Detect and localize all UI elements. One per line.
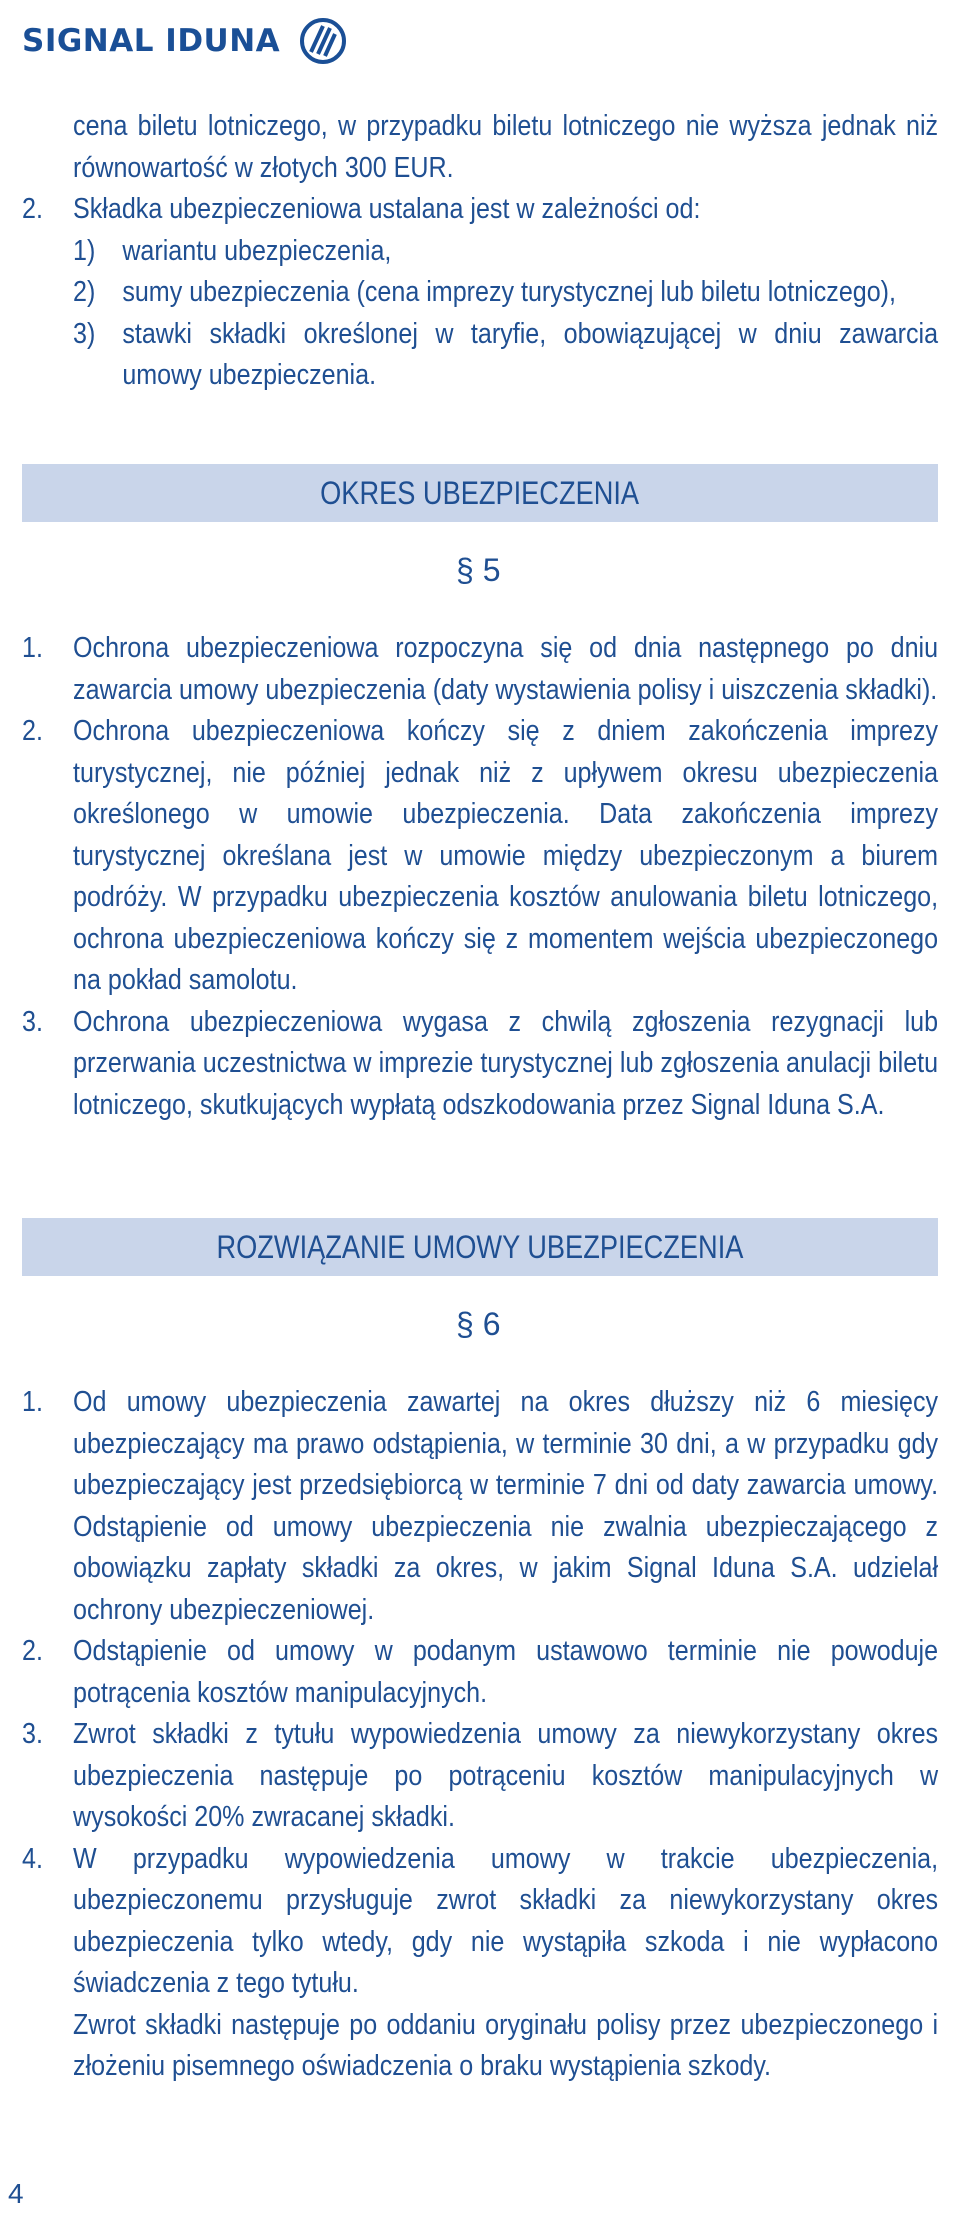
intro-continuation: cena biletu lotniczego, w przypadku biletu lotniczego nie wyższa jednak niż równowartość w złotych 300 EUR. [73, 110, 939, 184]
item-text: Odstąpienie od umowy w podanym ustawowo terminie nie powoduje potrącenia kosztów manipulacyjnych. [73, 1635, 939, 1709]
sub-list [22, 231, 938, 397]
item-text: Zwrot składki z tytułu wypowiedzenia umowy za niewykorzystany okres ubezpieczenia następuje po potrąceniu kosztów manipulacyjnych w wysokości 20% zwracanej składki. [73, 1718, 939, 1833]
item-number: 1. [22, 1386, 43, 1418]
item-number: 2. [22, 193, 43, 225]
item-text: Ochrona ubezpieczeniowa rozpoczyna się od dnia następnego po dniu zawarcia umowy ubezpieczenia (daty wystawienia polisy i uiszczenia składki). [73, 632, 939, 706]
sub-item-number: 3) [73, 317, 96, 350]
list-item [22, 1631, 938, 1714]
sub-item-text: stawki składki określonej w taryfie, obowiązującej w dniu zawarcia umowy ubezpieczenia. [122, 317, 939, 391]
section-heading-band [22, 1218, 938, 1276]
sub-item [73, 272, 938, 314]
section-heading: OKRES UBEZPIECZENIA [320, 474, 640, 511]
list-item [22, 1714, 938, 1839]
item-number: 4. [22, 1842, 43, 1875]
sub-item [73, 231, 938, 273]
item-number: 2. [22, 1635, 43, 1667]
item-number: 3. [22, 1718, 43, 1750]
intro-block [22, 106, 938, 397]
section-heading: ROZWIĄZANIE UMOWY UBEZPIECZENIA [216, 1228, 744, 1265]
item-text: Ochrona ubezpieczeniowa wygasa z chwilą zgłoszenia rezygnacji lub przerwania uczestnictwa w imprezie turystycznej lub zgłoszenia anulacji biletu lotniczego, skutkujących wypłatą odszkodowania przez Signal Iduna S.A. [73, 1005, 939, 1121]
section5-list [22, 628, 938, 1126]
page-number: 4 [8, 2178, 24, 2209]
item-text: Składka ubezpieczeniowa ustalana jest w zależności od: [73, 193, 701, 225]
paragraph-symbol: § 6 [456, 1306, 501, 1342]
list-item [22, 1002, 938, 1127]
intro-item-2 [22, 189, 938, 231]
item-text: Ochrona ubezpieczeniowa kończy się z dniem zakończenia imprezy turystycznej, nie później jednak niż z upływem okresu ubezpieczenia określonego w umowie ubezpieczenia. Data zakończenia imprezy turystycznej określana jest w umowie między ubezpieczonym a biurem podróży. W przypadku ubezpieczenia kosztów anulowania biletu lotniczego, ochrona ubezpieczeniowa kończy się z momentem wejścia ubezpieczonego na pokład samolotu. [73, 715, 939, 996]
section6-list [22, 1382, 938, 2088]
signal-iduna-logo-icon [298, 16, 348, 66]
item-text: Od umowy ubezpieczenia zawartej na okres dłuższy niż 6 miesięcy ubezpieczający ma prawo odstąpienia, w terminie 30 dni, a w przypadku gdy ubezpieczający jest przedsiębiorcą w terminie 7 dni od daty zawarcia umowy. Odstąpienie od umowy ubezpieczenia nie zwalnia ubezpieczającego z obowiązku zapłaty składki za okres, w jakim Signal Iduna S.A. udzielał ochrony ubezpieczeniowej. [73, 1386, 939, 1626]
list-item [22, 1839, 938, 2005]
list-item [22, 1382, 938, 1631]
item-continuation: Zwrot składki następuje po oddaniu oryginału polisy przez ubezpieczonego i złożeniu pisemnego oświadczenia o braku wystąpienia szkody. [73, 2008, 939, 2082]
sub-item-text: wariantu ubezpieczenia, [122, 234, 392, 267]
item-text: W przypadku wypowiedzenia umowy w trakcie ubezpieczenia, ubezpieczonemu przysługuje zwrot składki za niewykorzystany okres ubezpieczenia tylko wtedy, gdy nie wystąpiła szkoda i nie wypłacono świadczenia z tego tytułu. [73, 1842, 939, 1999]
sub-item-text: sumy ubezpieczenia (cena imprezy turystycznej lub biletu lotniczego), [122, 276, 896, 308]
sub-item-number: 2) [73, 276, 96, 308]
section-heading-band [22, 464, 938, 522]
list-item [22, 628, 938, 711]
item-number: 2. [22, 715, 43, 747]
sub-item [73, 314, 938, 397]
brand-logo [22, 6, 348, 76]
sub-item-number: 1) [73, 234, 96, 267]
item-number: 3. [22, 1005, 43, 1038]
paragraph-symbol: § 5 [456, 552, 501, 588]
list-item [22, 711, 938, 1002]
item-number: 1. [22, 632, 43, 664]
brand-name: SIGNAL IDUNA [22, 23, 281, 59]
